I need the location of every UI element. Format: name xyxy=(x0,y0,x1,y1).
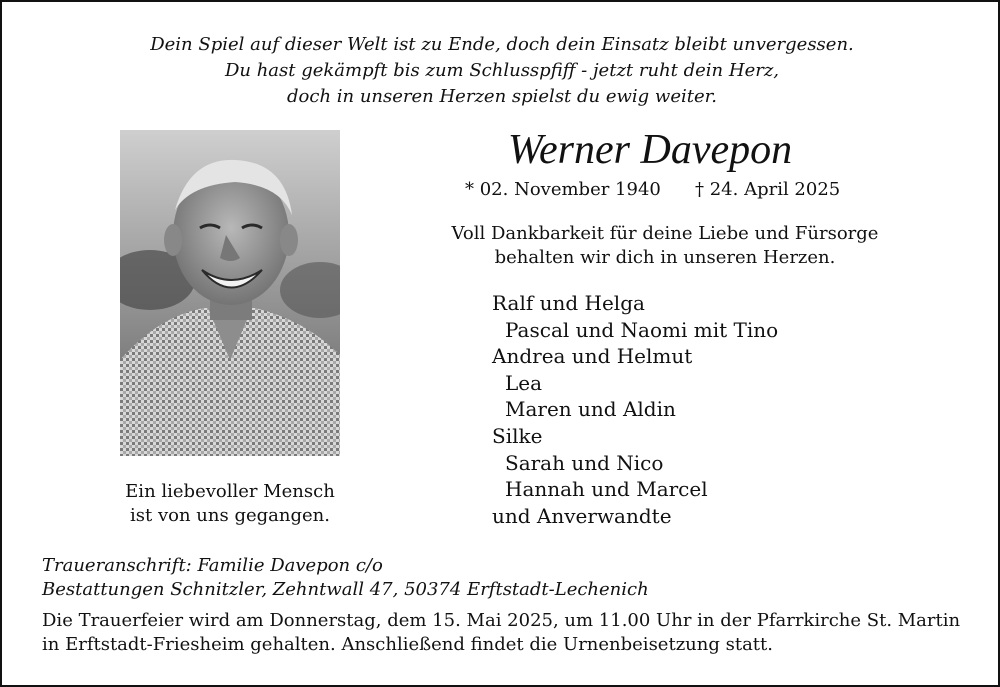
address-label: Traueranschrift: xyxy=(42,555,192,576)
deceased-name: Werner Davepon xyxy=(507,127,793,173)
motto-line: Du hast gekämpft bis zum Schlusspfiff - jetzt ruht dein Herz, xyxy=(224,60,780,81)
photo-caption-line: Ein liebevoller Mensch xyxy=(125,481,335,502)
portrait-photo xyxy=(120,130,340,456)
family-member: Pascal und Naomi mit Tino xyxy=(505,317,779,342)
family-list xyxy=(492,290,778,529)
family-member: Hannah und Marcel xyxy=(505,477,708,502)
family-member: Ralf und Helga xyxy=(492,291,645,315)
funeral-service-info xyxy=(42,609,982,657)
gratitude-line: Voll Dankbarkeit für deine Liebe und Fürsorge xyxy=(451,223,879,244)
family-member: Sarah und Nico xyxy=(505,450,664,475)
address-recipient: Familie Davepon c/o xyxy=(197,555,383,576)
death-date: † 24. April 2025 xyxy=(695,179,841,200)
motto-line: Dein Spiel auf dieser Welt ist zu Ende, doch dein Einsatz bleibt unvergessen. xyxy=(150,34,854,55)
family-member: Lea xyxy=(505,370,543,395)
service-line: in Erftstadt-Friesheim gehalten. Anschließend findet die Urnenbeisetzung statt. xyxy=(42,634,773,655)
address-line: Bestattungen Schnitzler, Zehntwall 47, 50374 Erftstadt-Lechenich xyxy=(42,579,649,600)
birth-date: * 02. November 1940 xyxy=(465,179,661,200)
gratitude-line: behalten wir dich in unseren Herzen. xyxy=(494,247,836,268)
service-line: Die Trauerfeier wird am Donnerstag, dem 15. Mai 2025, um 11.00 Uhr in der Pfarrkirche St. Martin xyxy=(42,610,961,631)
mourning-address xyxy=(42,554,649,602)
address-line xyxy=(42,554,649,578)
family-member: und Anverwandte xyxy=(492,503,672,528)
photo-caption-line: ist von uns gegangen. xyxy=(130,505,330,526)
gratitude-text xyxy=(410,222,920,270)
family-member: Silke xyxy=(492,423,543,448)
family-member: Andrea und Helmut xyxy=(492,344,693,369)
motto xyxy=(2,32,1000,110)
portrait-photo-icon xyxy=(120,130,340,456)
motto-line: doch in unseren Herzen spielst du ewig weiter. xyxy=(287,86,717,107)
photo-caption xyxy=(100,480,360,528)
family-member: Maren und Aldin xyxy=(505,397,676,422)
